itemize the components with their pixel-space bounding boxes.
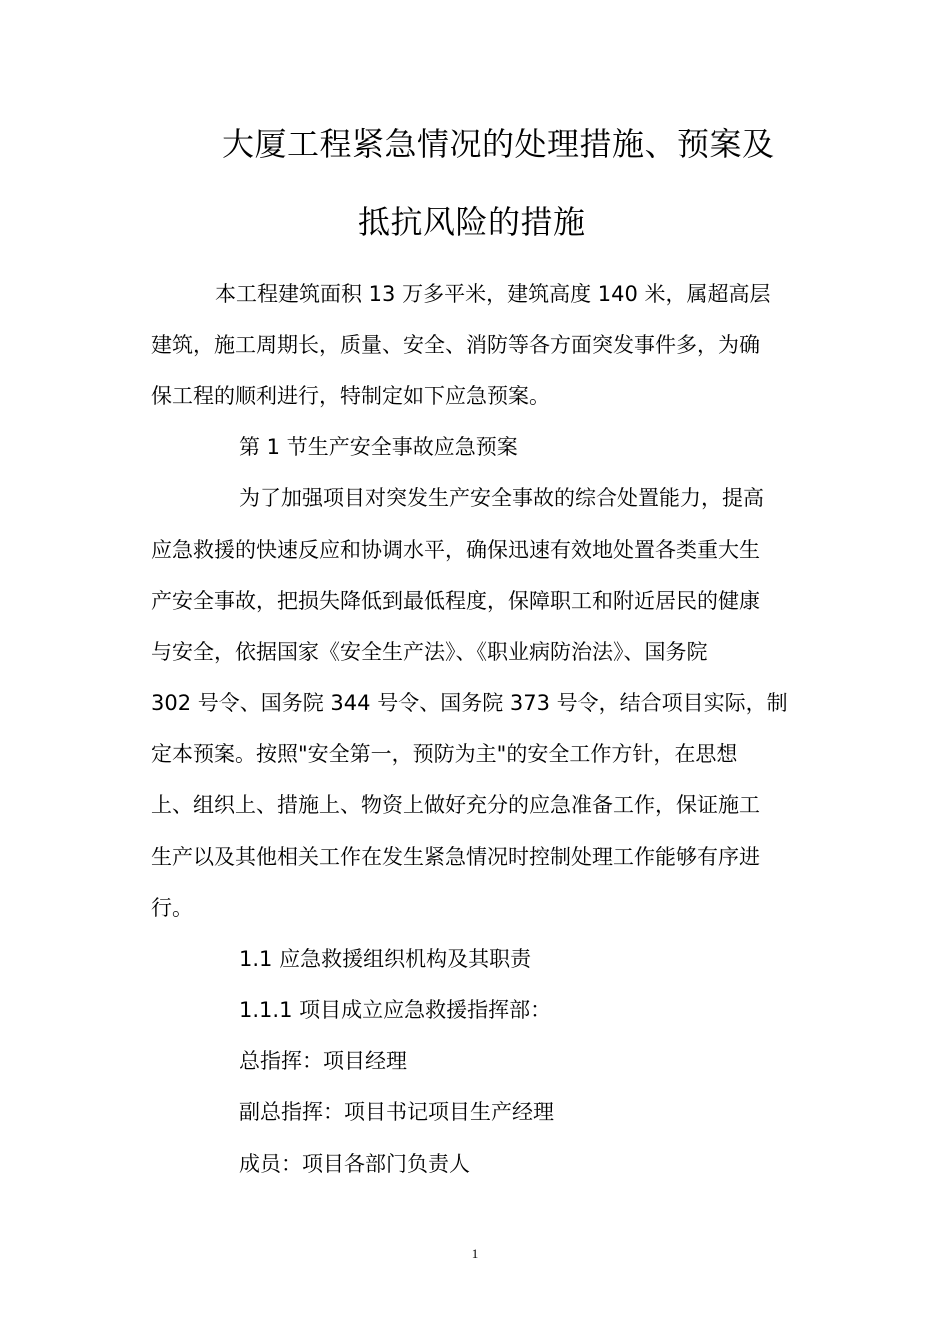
- title-line-2: 抵抗风险的措施: [358, 203, 586, 241]
- role-deputy-commander: 副总指挥：项目书记项目生产经理: [239, 1100, 554, 1124]
- section-paragraph-line-1: 为了加强项目对突发生产安全事故的综合处置能力，提高: [239, 486, 764, 510]
- intro-line-3: 保工程的顺利进行，特制定如下应急预案。: [151, 384, 550, 408]
- section-paragraph-line-9: 行。: [151, 896, 193, 920]
- section-paragraph-line-5: 302 号令、国务院 344 号令、国务院 373 号令，结合项目实际，制: [151, 691, 788, 715]
- page-number: 1: [471, 1246, 479, 1261]
- role-commander: 总指挥：项目经理: [239, 1049, 407, 1073]
- section-paragraph-line-7: 上、组织上、措施上、物资上做好充分的应急准备工作，保证施工: [151, 793, 760, 817]
- subsection-heading: 1.1 应急救援组织机构及其职责: [239, 947, 532, 971]
- section-paragraph-line-2: 应急救援的快速反应和协调水平，确保迅速有效地处置各类重大生: [151, 538, 760, 562]
- section-paragraph-line-3: 产安全事故，把损失降低到最低程度，保障职工和附近居民的健康: [151, 589, 760, 613]
- intro-line-2: 建筑，施工周期长，质量、安全、消防等各方面突发事件多，为确: [151, 333, 760, 357]
- section-paragraph-line-6: 定本预案。按照"安全第一，预防为主"的安全工作方针，在思想: [151, 742, 738, 766]
- section-paragraph-line-4: 与安全，依据国家《安全生产法》、《职业病防治法》、国务院: [151, 640, 708, 664]
- title-line-1: 大厦工程紧急情况的处理措施、预案及: [222, 125, 775, 163]
- section-paragraph-line-8: 生产以及其他相关工作在发生紧急情况时控制处理工作能够有序进: [151, 845, 760, 869]
- subsubsection-heading: 1.1.1 项目成立应急救援指挥部：: [239, 998, 552, 1022]
- section-heading: 第 1 节生产安全事故应急预案: [239, 435, 518, 459]
- role-members: 成员：项目各部门负责人: [239, 1152, 470, 1176]
- intro-line-1: 本工程建筑面积 13 万多平米，建筑高度 140 米，属超高层: [215, 282, 771, 306]
